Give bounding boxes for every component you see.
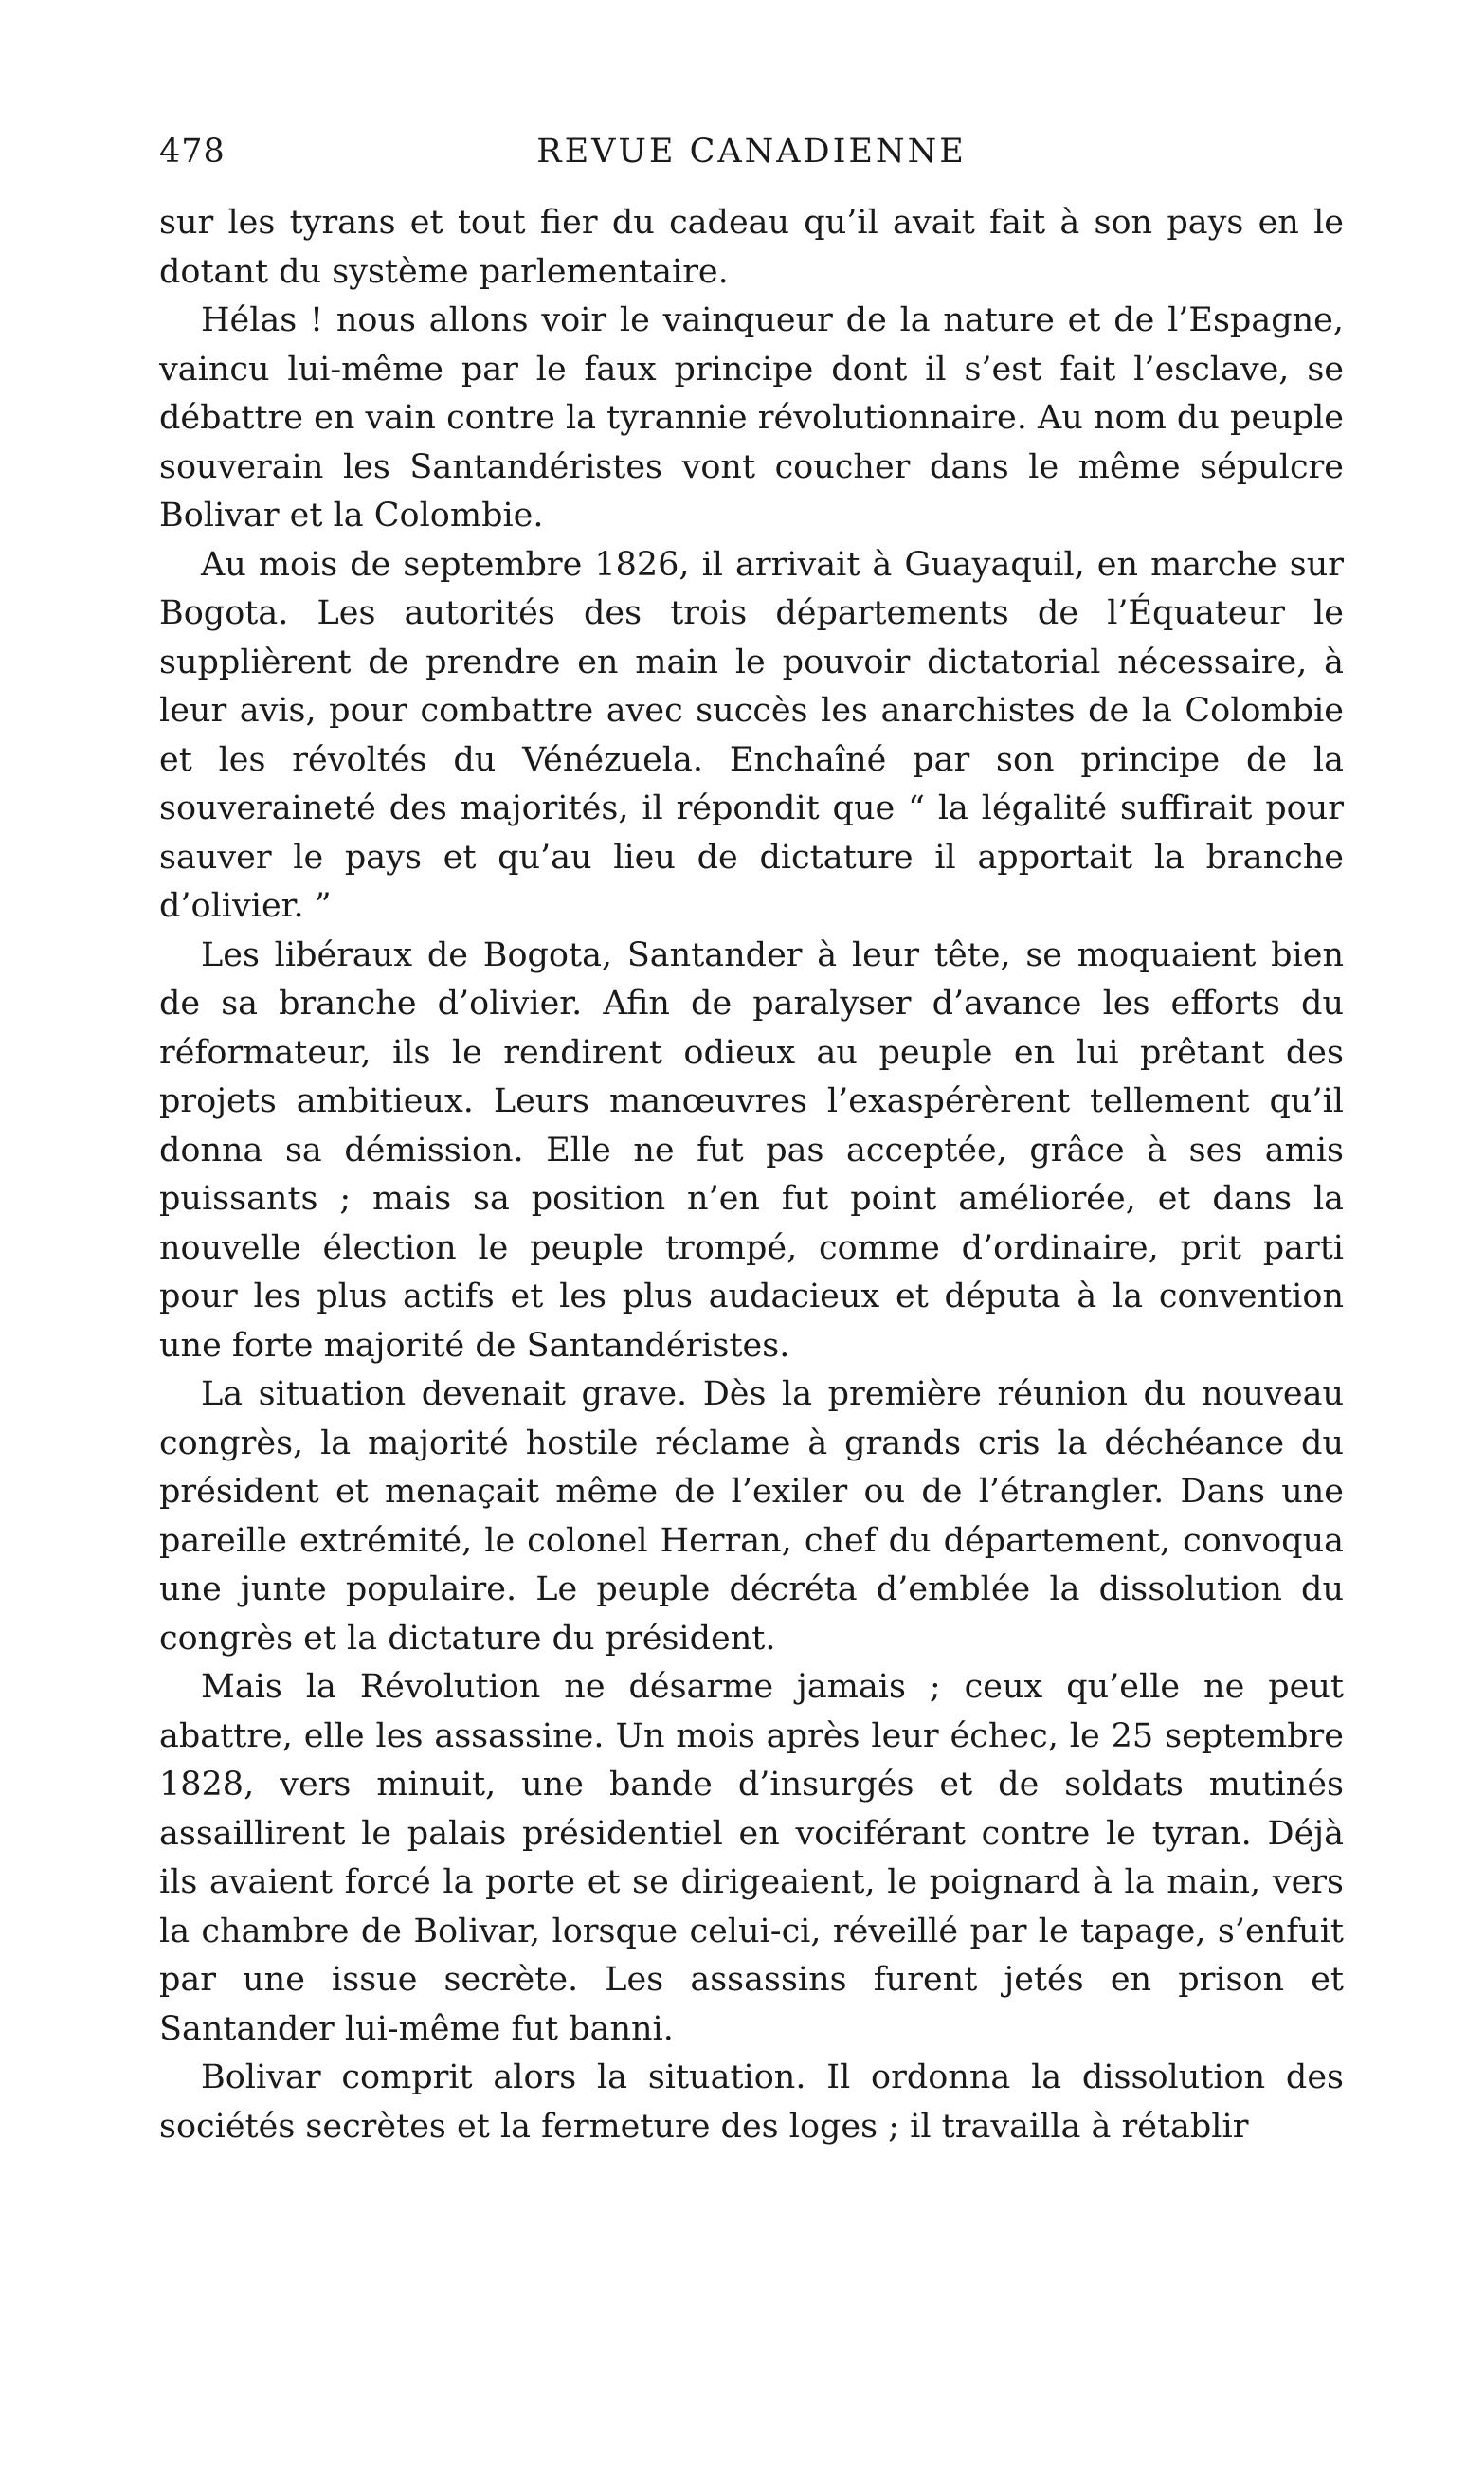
paragraph: Hélas ! nous allons voir le vainqueur de la nature et de l’Espagne, vaincu lui-même par le faux principe dont il s’est fait l’esclave, se débattre en vain contre la tyrannie révolutionnaire. Au nom du peuple souverain les Santandéristes vont coucher dans le même sépulcre Bolivar et la Colombie. — [159, 301, 1344, 535]
book-page — [159, 133, 1344, 2151]
running-title: REVUE CANADIENNE — [536, 133, 967, 171]
page-number: 478 — [159, 133, 226, 171]
running-head — [159, 133, 1344, 186]
body-text — [159, 199, 1344, 2151]
paragraph-continued: sur les tyrans et tout fier du cadeau qu’il avait fait à son pays en le dotant du système parlementaire. — [159, 204, 1344, 291]
paragraph: Les libéraux de Bogota, Santander à leur tête, se moquaient bien de sa branche d’olivier. Afin de paralyser d’avance les efforts du réformateur, ils le rendirent odieux au peuple en lui prêtant des projets ambitieux. Leurs manœuvres l’exaspérèrent tellement qu’il donna sa démission. Elle ne fut pas acceptée, grâce à ses amis puissants ; mais sa position n’en fut point améliorée, et dans la nouvelle élection le peuple trompé, comme d’ordinaire, prit parti pour les plus actifs et les plus audacieux et députa à la convention une forte majorité de Santandéristes. — [159, 935, 1344, 1365]
paragraph: Mais la Révolution ne désarme jamais ; ceux qu’elle ne peut abattre, elle les assassine. Un mois après leur échec, le 25 septembre 1828, vers minuit, une bande d’insurgés et de soldats mutinés assaillirent le palais présidentiel en vociférant contre le tyran. Déjà ils avaient forcé la porte et se dirigeaient, le poignard à la main, vers la chambre de Bolivar, lorsque celui-ci, réveillé par le tapage, s’enfuit par une issue secrète. Les assassins furent jetés en prison et Santander lui-même fut banni. — [159, 1668, 1344, 2048]
paragraph: Au mois de septembre 1826, il arrivait à Guayaquil, en marche sur Bogota. Les autorités des trois départements de l’Équateur le supplièrent de prendre en main le pouvoir dictatorial nécessaire, à leur avis, pour combattre avec succès les anarchistes de la Colombie et les révoltés du Vénézuela. Enchaîné par son principe de la souveraineté des majorités, il répondit que “ la légalité suffirait pour sauver le pays et qu’au lieu de dictature il apportait la branche d’olivier. ” — [159, 545, 1344, 925]
paragraph: Bolivar comprit alors la situation. Il ordonna la dissolution des sociétés secrètes et la fermeture des loges ; il travailla à rétablir — [159, 2058, 1344, 2146]
paragraph: La situation devenait grave. Dès la première réunion du nouveau congrès, la majorité hostile réclame à grands cris la déchéance du président et menaçait même de l’exiler ou de l’étrangler. Dans une pareille extrémité, le colonel Herran, chef du département, convoqua une junte populaire. Le peuple décréta d’emblée la dissolution du congrès et la dictature du président. — [159, 1375, 1344, 1658]
